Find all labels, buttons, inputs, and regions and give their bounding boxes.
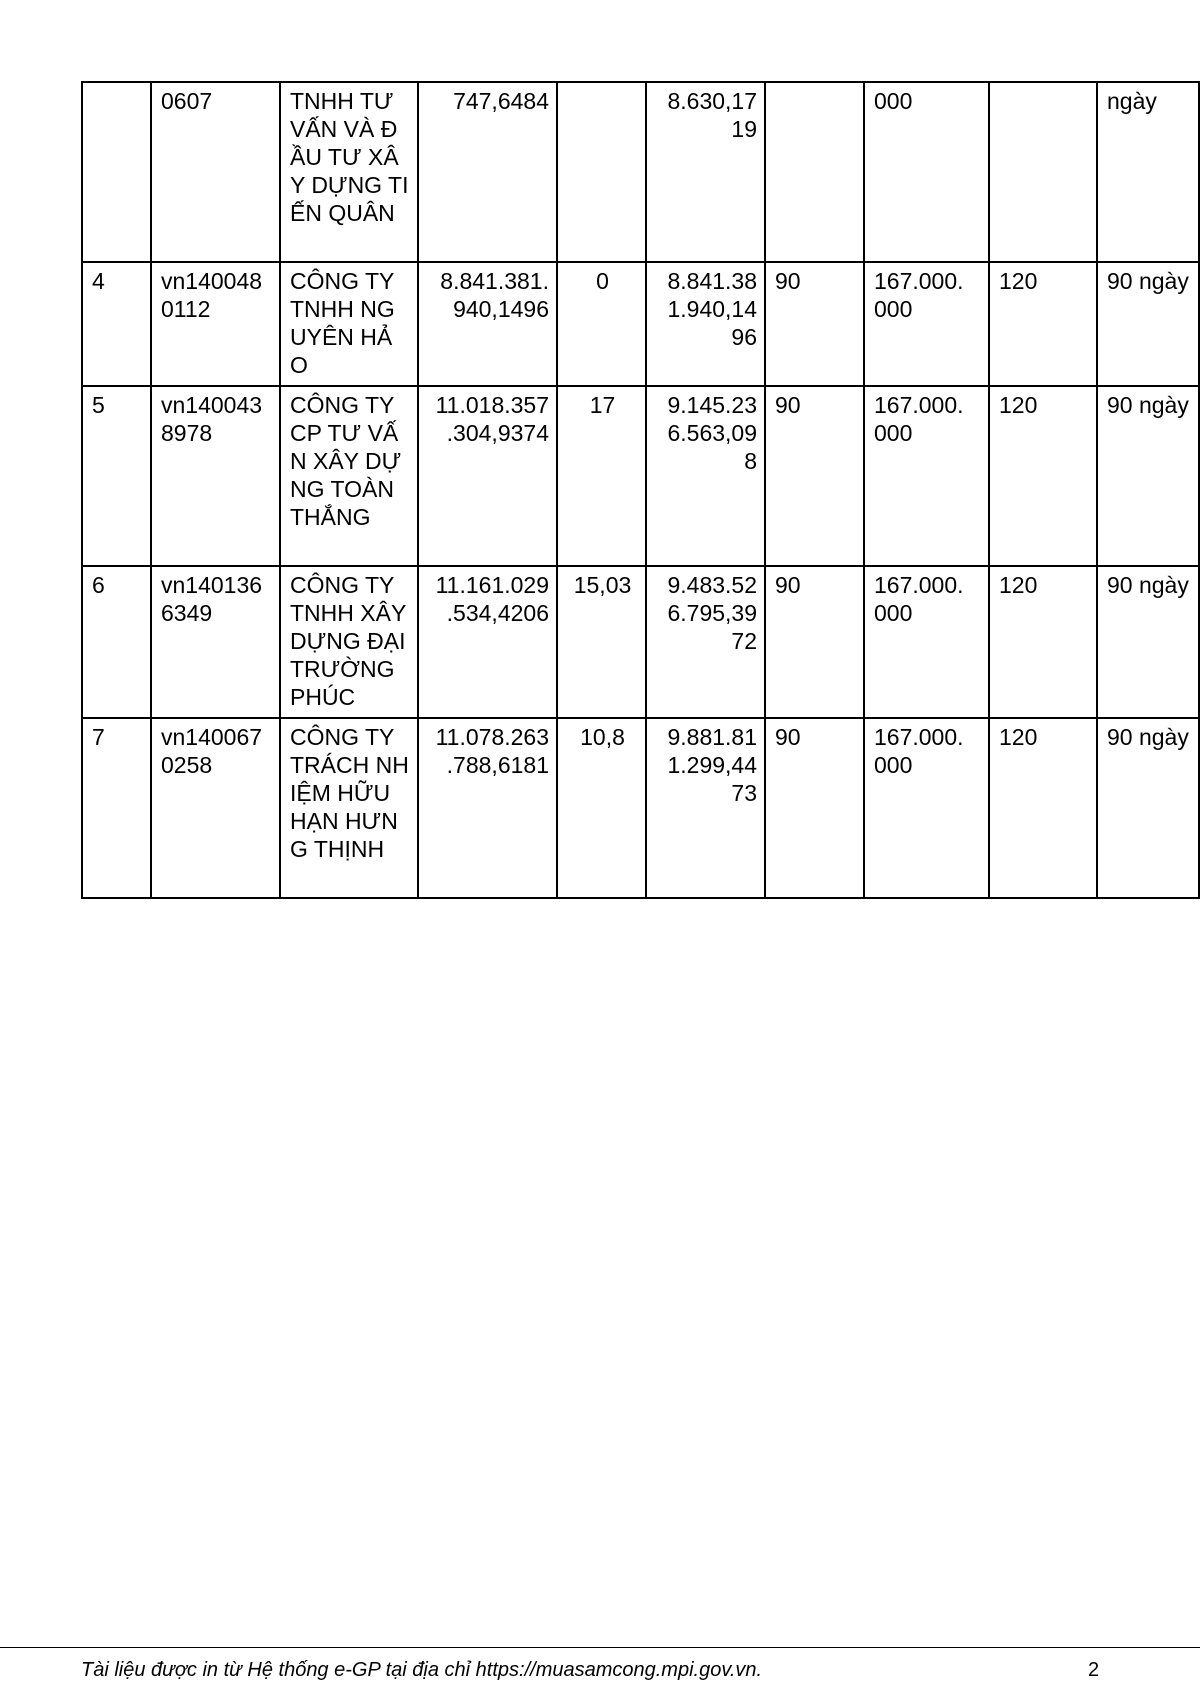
table-row [82,386,1199,566]
cell-security-validity: 120 [989,262,1097,386]
table-row [82,718,1199,898]
footer-divider [0,1647,1200,1648]
cell-bidder-code: 0607 [151,82,280,262]
cell-bidder-code: vn140067 0258 [151,718,280,898]
cell-bid-security: 000 [864,82,989,262]
cell-bidder-code: vn140048 0112 [151,262,280,386]
cell-security-validity [989,82,1097,262]
cell-bid-price: 11.078.263 .788,6181 [418,718,557,898]
cell-bid-price: 8.841.381. 940,1496 [418,262,557,386]
cell-bid-price: 11.018.357 .304,9374 [418,386,557,566]
cell-bid-security: 167.000. 000 [864,718,989,898]
footer-source-note: Tài liệu được in từ Hệ thống e-GP tại địa chỉ https://muasamcong.mpi.gov.vn. [81,1659,763,1681]
cell-bidder-name: TNHH TƯ VẤN VÀ ĐẦU TƯ XÂY DỰNG TIẾN QUÂN [280,82,418,262]
cell-validity: 90 [765,566,864,718]
cell-bid-price: 11.161.029 .534,4206 [418,566,557,718]
cell-duration: 90 ngày [1097,386,1199,566]
cell-stt: 7 [82,718,151,898]
cell-discount: 17 [557,386,646,566]
cell-validity: 90 [765,386,864,566]
page-number: 2 [1088,1659,1100,1681]
cell-discount: 0 [557,262,646,386]
cell-discount [557,82,646,262]
cell-bid-security: 167.000. 000 [864,262,989,386]
cell-bid-security: 167.000. 000 [864,386,989,566]
cell-bidder-code: vn140043 8978 [151,386,280,566]
cell-stt: 5 [82,386,151,566]
cell-price-after-discount: 8.841.38 1.940,14 96 [646,262,765,386]
cell-security-validity: 120 [989,566,1097,718]
cell-duration: 90 ngày [1097,566,1199,718]
cell-discount: 15,03 [557,566,646,718]
cell-security-validity: 120 [989,718,1097,898]
cell-bid-price: 747,6484 [418,82,557,262]
cell-discount: 10,8 [557,718,646,898]
cell-duration: 90 ngày [1097,718,1199,898]
bid-results-table [81,81,1200,899]
cell-bidder-name: CÔNG TY TNHH XÂY DỰNG ĐẠI TRƯỜNG PHÚC [280,566,418,718]
cell-price-after-discount: 8.630,17 19 [646,82,765,262]
cell-bid-security: 167.000. 000 [864,566,989,718]
cell-bidder-code: vn140136 6349 [151,566,280,718]
cell-stt: 4 [82,262,151,386]
cell-bidder-name: CÔNG TY TNHH NGUYÊN HẢO [280,262,418,386]
cell-price-after-discount: 9.881.81 1.299,44 73 [646,718,765,898]
table-row [82,566,1199,718]
cell-price-after-discount: 9.483.52 6.795,39 72 [646,566,765,718]
table-row [82,262,1199,386]
cell-bidder-name: CÔNG TY TRÁCH NHIỆM HỮU HẠN HƯNG THỊNH [280,718,418,898]
table-row [82,82,1199,262]
cell-validity [765,82,864,262]
cell-price-after-discount: 9.145.23 6.563,09 8 [646,386,765,566]
cell-security-validity: 120 [989,386,1097,566]
cell-duration: 90 ngày [1097,262,1199,386]
cell-stt [82,82,151,262]
cell-bidder-name: CÔNG TY CP TƯ VẤN XÂY DỰNG TOÀN THẮNG [280,386,418,566]
cell-duration: ngày [1097,82,1199,262]
cell-validity: 90 [765,262,864,386]
cell-stt: 6 [82,566,151,718]
cell-validity: 90 [765,718,864,898]
